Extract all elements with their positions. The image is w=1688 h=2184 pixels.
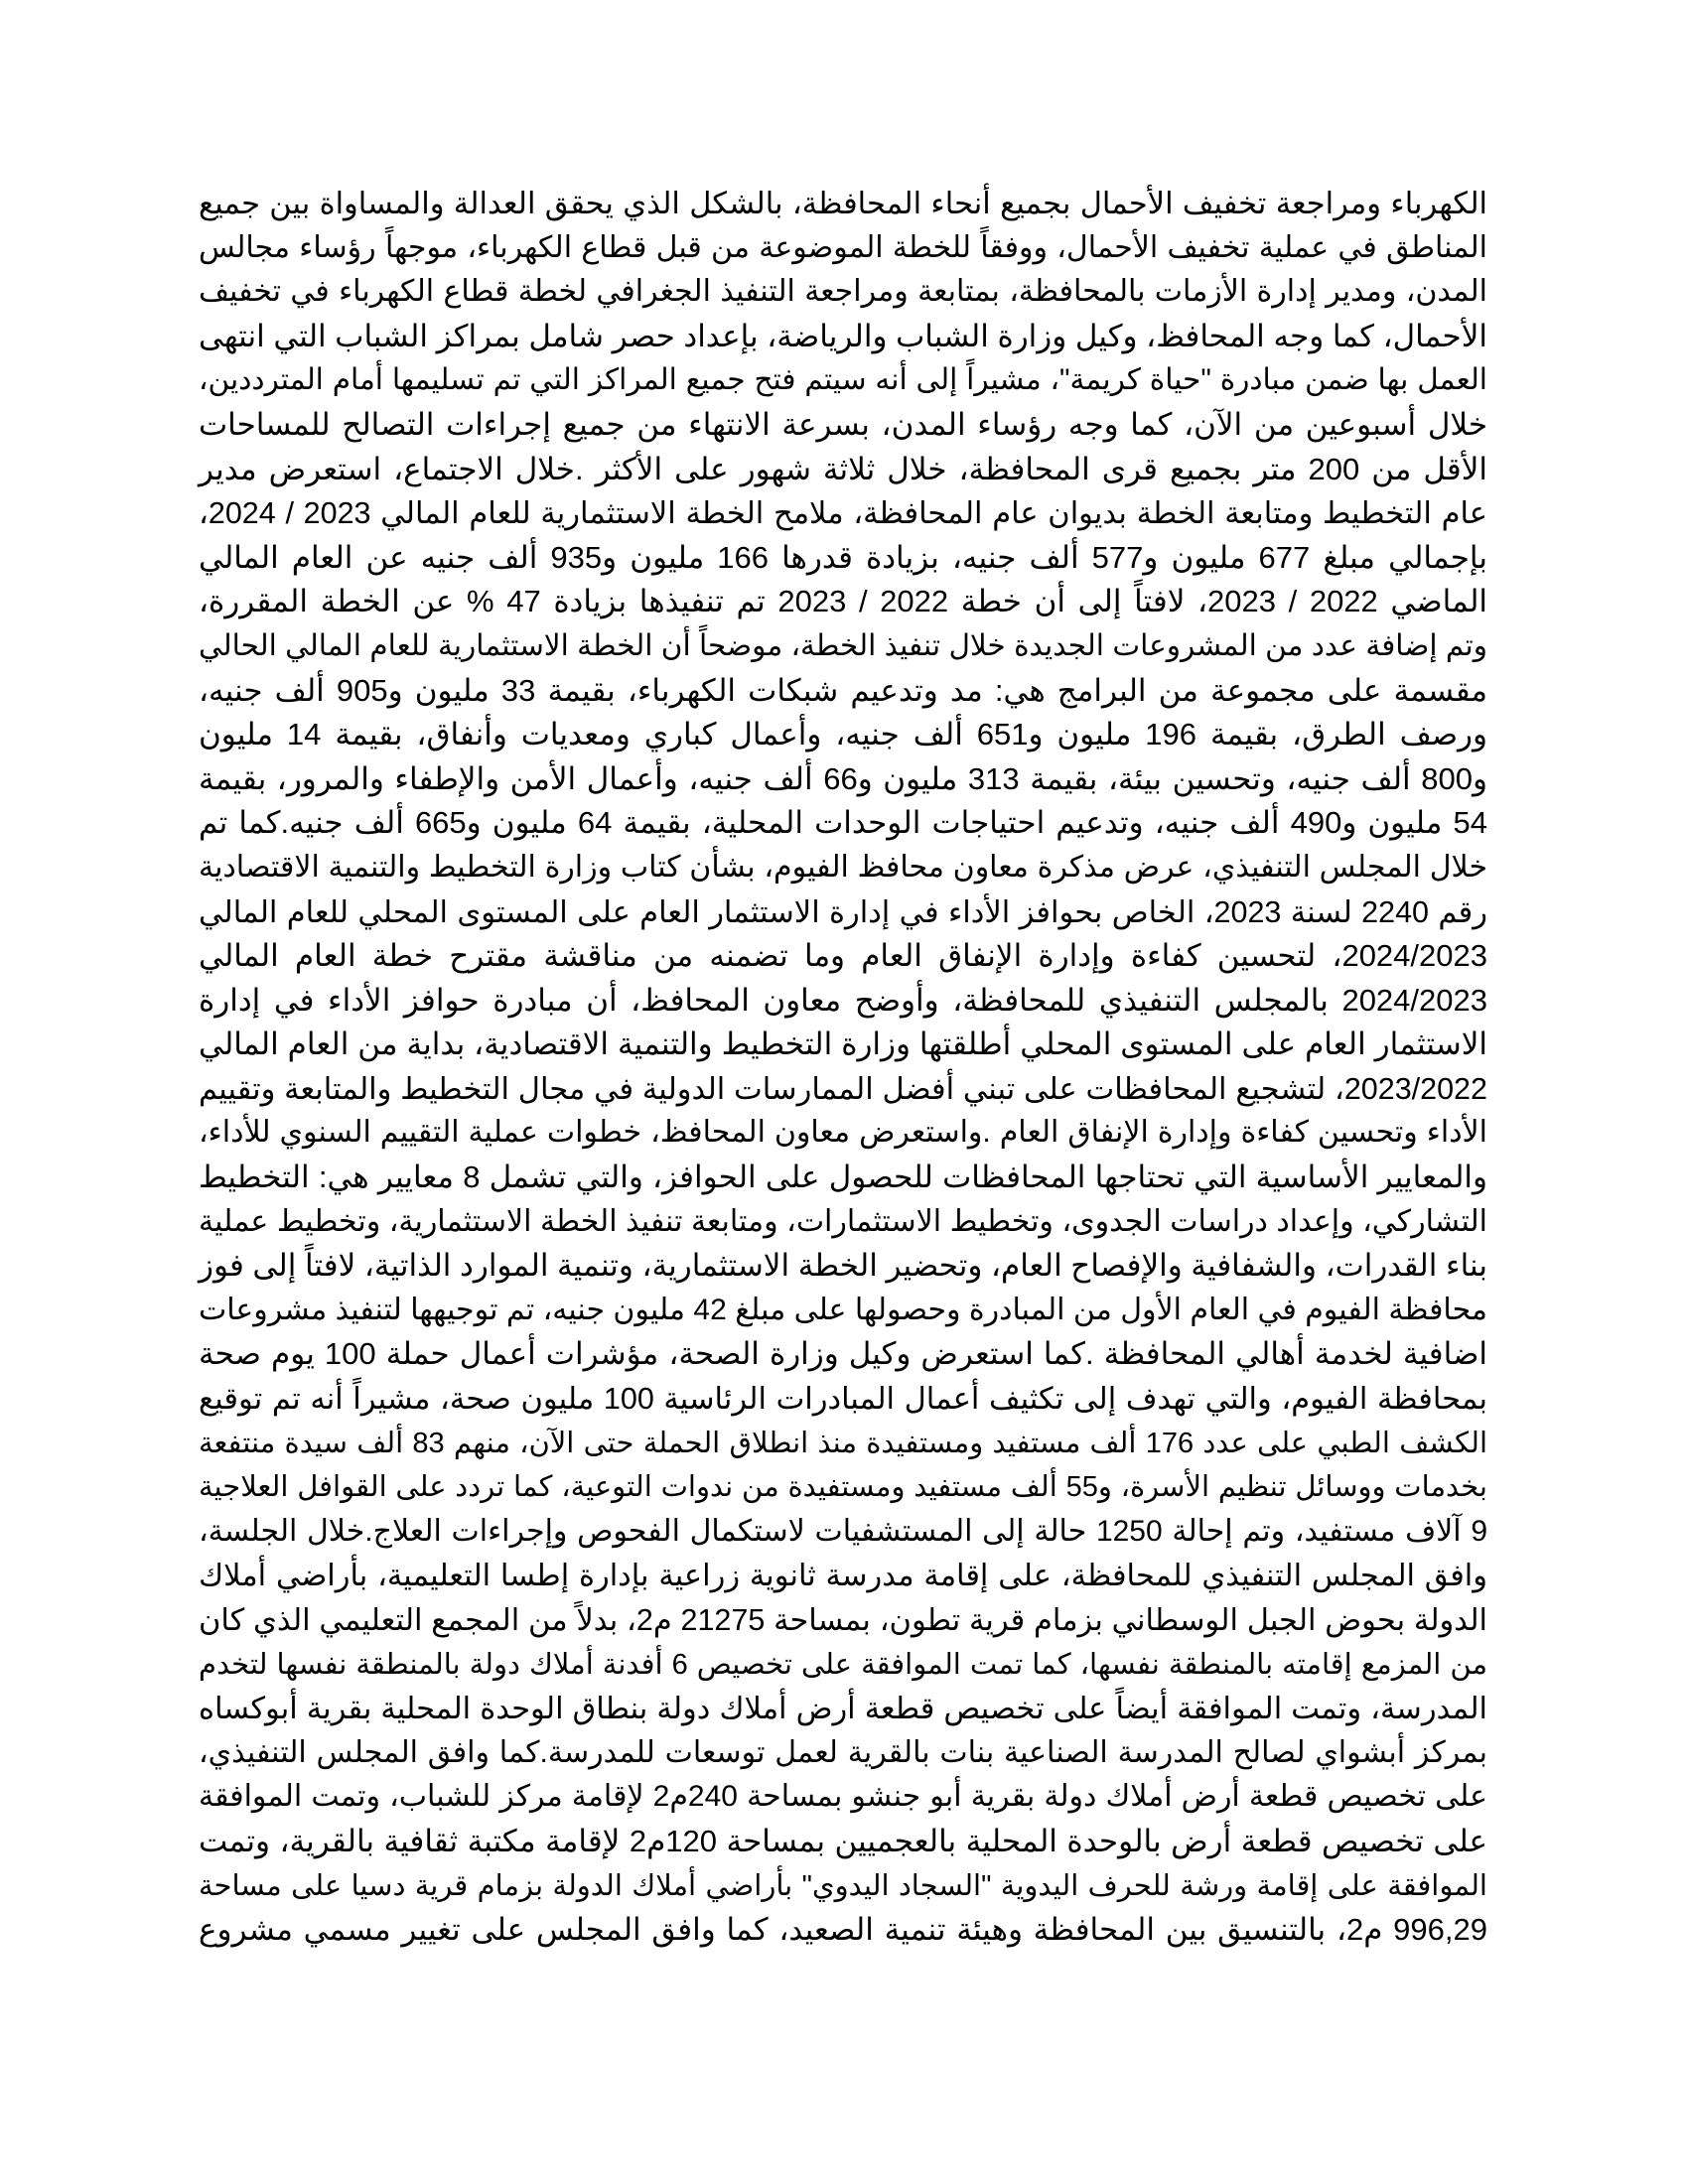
text-line: الكهرباء ومراجعة تخفيف الأحمال بجميع أنحاء المحافظة، بالشكل الذي يحقق العدالة والمساواة بين جميع <box>199 187 1487 220</box>
text-line: العمل بها ضمن مبادرة "حياة كريمة"، مشيراً إلى أنه سيتم فتح جميع المراكز التي تم تسليمها أمام المترددين، <box>199 363 1487 397</box>
text-line: المناطق في عملية تخفيف الأحمال، ووفقاً للخطة الموضوعة من قبل قطاع الكهرباء، موجهاً رؤساء مجالس <box>199 230 1487 264</box>
text-line: محافظة الفيوم في العام الأول من المبادرة وحصولها على مبلغ 42 مليون جنيه، تم توجيهها لتنفيذ مشروعات <box>199 1293 1488 1326</box>
text-line: خلال أسبوعين من الآن، كما وجه رؤساء المدن، بسرعة الانتهاء من جميع إجراءات التصالح للمساحات <box>199 406 1487 442</box>
text-line: الأحمال، كما وجه المحافظ، وكيل وزارة الشباب والرياضة، بإعداد حصر شامل بمراكز الشباب التي انتهى <box>199 318 1487 353</box>
text-line: على تخصيص قطعة أرض أملاك دولة بقرية أبو جنشو بمساحة 240م2 لإقامة مركز للشباب، وتمت الموافقة <box>199 1780 1487 1814</box>
text-line: والمعايير الأساسية التي تحتاجها المحافظات للحصول على الحوافز، والتي تشمل 8 معايير هي: التخطيط <box>199 1160 1487 1195</box>
text-line: المدرسة، وتمت الموافقة أيضاً على تخصيص قطعة أرض أملاك دولة بنطاق الوحدة المحلية بقرية أبوكساه <box>199 1692 1487 1726</box>
text-line: وافق المجلس التنفيذي للمحافظة، على إقامة مدرسة ثانوية زراعية بإدارة إطسا التعليمية، بأراضي أملاك <box>199 1559 1487 1593</box>
text-line: ورصف الطرق، بقيمة 196 مليون و651 ألف جنيه، وأعمال كباري ومعديات وأنفاق، بقيمة 14 مليون <box>199 717 1487 752</box>
text-line: الأقل من 200 متر بجميع قرى المحافظة، خلال ثلاثة شهور على الأكثر .خلال الاجتماع، استعرض مدير <box>199 451 1487 486</box>
text-line: من المزمع إقامته بالمنطقة نفسها، كما تمت الموافقة على تخصيص 6 أفدنة أملاك دولة بالمنطقة نفسها لتخدم <box>199 1648 1487 1681</box>
text-line: التشاركي، وإعداد دراسات الجدوى، وتخطيط الاستثمارات، ومتابعة تنفيذ الخطة الاستثمارية، وتخطيط عملية <box>199 1204 1487 1238</box>
text-line: 2024/2023 بالمجلس التنفيذي للمحافظة، وأوضح معاون المحافظ، أن مبادرة حوافز الأداء في إدارة <box>199 982 1487 1018</box>
text-line: الدولة بحوض الجبل الوسطاني بزمام قرية تطون، بمساحة 21275 م2، بدلاً من المجمع التعليمي الذي كان <box>199 1603 1487 1637</box>
text-line: على تخصيص قطعة أرض بالوحدة المحلية بالعجميين بمساحة 120م2 لإقامة مكتبة ثقافية بالقرية، وتمت <box>199 1823 1487 1858</box>
text-line: 2024/2023، لتحسين كفاءة وإدارة الإنفاق العام وما تضمنه من مناقشة مقترح خطة العام المالي <box>199 938 1487 974</box>
text-line: الماضي 2022 / 2023، لافتاً إلى أن خطة 2022 / 2023 تم تنفيذها بزيادة 47 % عن الخطة المقررة، <box>199 584 1487 619</box>
text-line: بإجمالي مبلغ 677 مليون و577 ألف جنيه، بزيادة قدرها 166 مليون و935 ألف جنيه عن العام المالي <box>199 539 1487 575</box>
text-line: وتم إضافة عدد من المشروعات الجديدة خلال تنفيذ الخطة، موضحاً أن الخطة الاستثمارية للعام المالي الحالي <box>199 628 1487 662</box>
body-paragraph <box>199 182 1487 1953</box>
text-line: الاستثمار العام على المستوى المحلي أطلقتها وزارة التخطيط والتنمية الاقتصادية، بداية من العام المالي <box>199 1026 1487 1062</box>
text-line: 996,29 م2، بالتنسيق بين المحافظة وهيئة تنمية الصعيد، كما وافق المجلس على تغيير مسمي مشروع <box>199 1912 1487 1948</box>
text-line: بمركز أبشواي لصالح المدرسة الصناعية بنات بالقرية لعمل توسعات للمدرسة.كما وافق المجلس التنفيذي، <box>199 1735 1487 1769</box>
text-line: الأداء وتحسين كفاءة وإدارة الإنفاق العام .واستعرض معاون المحافظ، خطوات عملية التقييم السنوي للأداء، <box>199 1116 1487 1150</box>
text-line: بناء القدرات، والشفافية والإفصاح العام، وتحضير الخطة الاستثمارية، وتنمية الموارد الذاتية، لافتاً إلى فوز <box>199 1248 1487 1284</box>
text-line: و800 ألف جنيه، وتحسين بيئة، بقيمة 313 مليون و66 ألف جنيه، وأعمال الأمن والإطفاء والمرور، بقيمة <box>199 760 1487 796</box>
text-line: 9 آلاف مستفيد، وتم إحالة 1250 حالة إلى المستشفيات لاستكمال الفحوص وإجراءات العلاج.خلال الجلسة، <box>199 1514 1487 1548</box>
text-line: مقسمة على مجموعة من البرامج هي: مد وتدعيم شبكات الكهرباء، بقيمة 33 مليون و905 ألف جنيه، <box>199 672 1487 708</box>
text-line: عام التخطيط ومتابعة الخطة بديوان عام المحافظة، ملامح الخطة الاستثمارية للعام المالي 2023 / 2024، <box>199 496 1487 531</box>
text-line: 2023/2022، لتشجيع المحافظات على تبني أفضل الممارسات الدولية في مجال التخطيط والمتابعة وتقييم <box>199 1071 1487 1106</box>
text-line: 54 مليون و490 ألف جنيه، وتدعيم احتياجات الوحدات المحلية، بقيمة 64 مليون و665 ألف جنيه.كما تم <box>199 805 1487 841</box>
text-line: اضافية لخدمة أهالي المحافظة .كما استعرض وكيل وزارة الصحة، مؤشرات أعمال حملة 100 يوم صحة <box>199 1336 1488 1372</box>
text-line: الموافقة على إقامة ورشة للحرف اليدوية "السجاد اليدوي" بأراضي أملاك الدولة بزمام قرية دسيا على مساحة <box>199 1869 1487 1902</box>
text-line: بمحافظة الفيوم، والتي تهدف إلى تكثيف أعمال المبادرات الرئاسية 100 مليون صحة، مشيراً أنه تم توقيع <box>199 1382 1487 1417</box>
text-line: بخدمات ووسائل تنظيم الأسرة، و55 ألف مستفيد ومستفيدة من ندوات التوعية، كما تردد على القوافل العلاجية <box>199 1471 1487 1504</box>
text-line: خلال المجلس التنفيذي، عرض مذكرة معاون محافظ الفيوم، بشأن كتاب وزارة التخطيط والتنمية الاقتصادية <box>199 850 1487 884</box>
text-line: الكشف الطبي على عدد 176 ألف مستفيد ومستفيدة منذ انطلاق الحملة حتى الآن، منهم 83 ألف سيدة منتفعة <box>199 1427 1488 1459</box>
text-line: المدن، ومدير إدارة الأزمات بالمحافظة، بمتابعة ومراجعة التنفيذ الجغرافي لخطة قطاع الكهرباء في تخفيف <box>199 275 1487 309</box>
text-line: رقم 2240 لسنة 2023، الخاص بحوافز الأداء في إدارة الاستثمار العام على المستوى المحلي للعام المالي <box>199 894 1487 929</box>
